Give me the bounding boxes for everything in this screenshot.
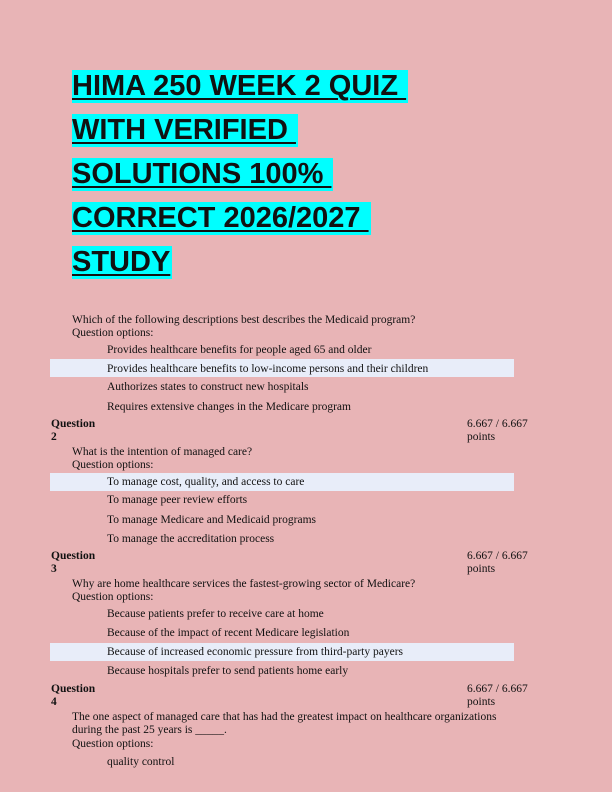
answer-option: Authorizes states to construct new hospitals — [107, 381, 309, 393]
question-text: Which of the following descriptions best describes the Medicaid program? — [72, 314, 416, 326]
answer-option: Provides healthcare benefits for people aged 65 and older — [107, 344, 372, 356]
answer-option: Because patients prefer to receive care at home — [107, 608, 324, 620]
question-options-label: Question options: — [72, 459, 154, 471]
title-line: STUDY — [72, 246, 171, 278]
answer-option-selected: Because of increased economic pressure from third-party payers — [107, 646, 404, 658]
answer-option: quality control — [107, 756, 175, 768]
points-label: points — [467, 431, 496, 443]
question-number: 3 — [51, 563, 57, 575]
points-label: points — [467, 696, 496, 708]
question-label: Question — [51, 550, 96, 562]
question-options-label: Question options: — [72, 738, 154, 750]
question-score: 6.667 / 6.667 — [467, 550, 528, 562]
question-text: What is the intention of managed care? — [72, 446, 253, 458]
title-line: HIMA 250 WEEK 2 QUIZ — [72, 70, 407, 102]
points-label: points — [467, 563, 496, 575]
question-options-label: Question options: — [72, 327, 154, 339]
question-label: Question — [51, 683, 96, 695]
question-score: 6.667 / 6.667 — [467, 683, 528, 695]
answer-option: Because of the impact of recent Medicare legislation — [107, 627, 350, 639]
question-label: Question — [51, 418, 96, 430]
document-title — [72, 70, 452, 290]
question-number: 4 — [51, 696, 57, 708]
answer-option: Because hospitals prefer to send patients home early — [107, 665, 349, 677]
answer-option: To manage the accreditation process — [107, 533, 275, 545]
question-text: Why are home healthcare services the fastest-growing sector of Medicare? — [72, 578, 416, 590]
title-line: WITH VERIFIED — [72, 114, 296, 146]
title-line: SOLUTIONS 100% — [72, 158, 332, 190]
question-text: The one aspect of managed care that has had the greatest impact on healthcare organizations — [72, 711, 497, 723]
answer-option: To manage peer review efforts — [107, 494, 248, 506]
answer-option-selected: Provides healthcare benefits to low-income persons and their children — [107, 363, 429, 375]
question-number: 2 — [51, 431, 57, 443]
answer-option: To manage Medicare and Medicaid programs — [107, 514, 316, 526]
title-line: CORRECT 2026/2027 — [72, 202, 369, 234]
question-score: 6.667 / 6.667 — [467, 418, 528, 430]
answer-option-selected: To manage cost, quality, and access to care — [107, 476, 305, 488]
question-text: during the past 25 years is _____. — [72, 724, 227, 736]
answer-option: Requires extensive changes in the Medicare program — [107, 401, 351, 413]
question-options-label: Question options: — [72, 591, 154, 603]
